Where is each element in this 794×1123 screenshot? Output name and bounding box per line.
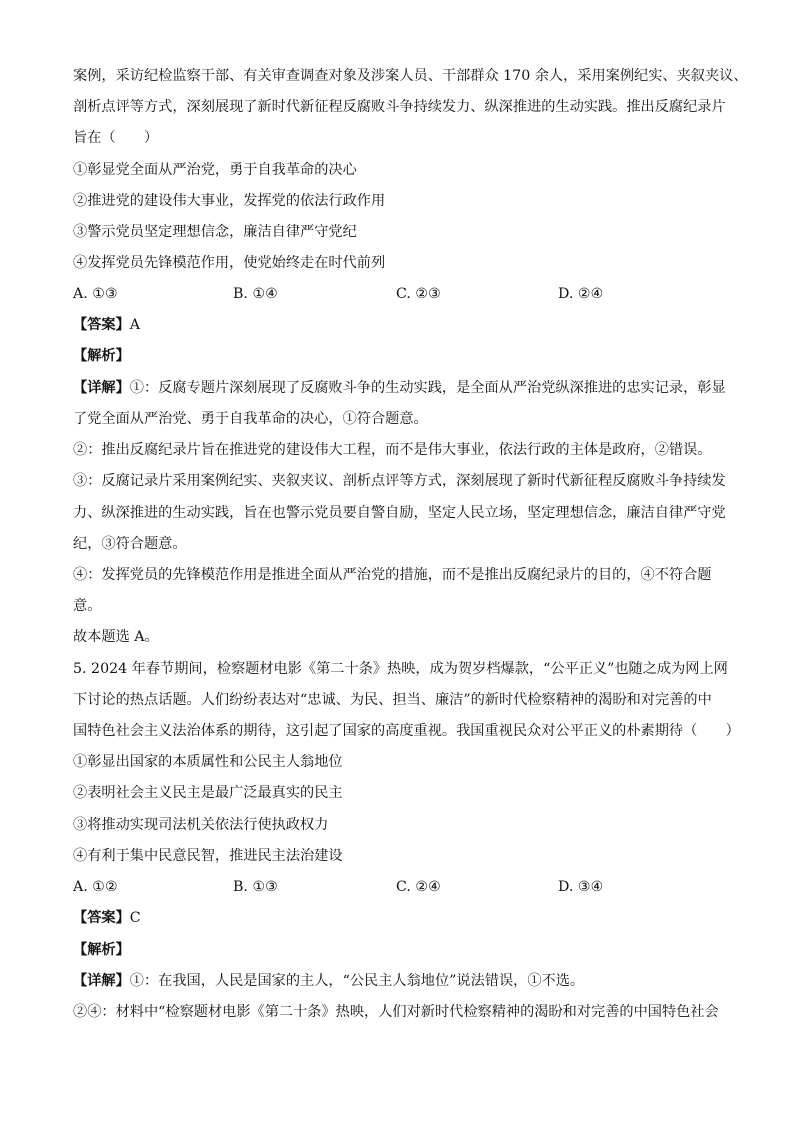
- q5-statement: ①彰显出国家的本质属性和公民主人翁地位: [73, 754, 343, 770]
- q5-stem-line: 国特色社会主义法治体系的期待，这引起了国家的高度重视。我国重视民众对公平正义的朴素期待（ ）: [73, 723, 740, 739]
- q5-option-c: C. ②④: [396, 879, 441, 895]
- q4-analysis-label: [73, 346, 733, 366]
- detail-text: ①：反腐专题片深刻展现了反腐败斗争的生动实践，是全面从严治党纵深推进的忠实记录，彰显: [129, 380, 726, 396]
- q4-statement: ④发挥党员先锋模范作用，使党始终走在时代前列: [73, 255, 386, 271]
- q5-option-d: D. ③④: [558, 879, 604, 895]
- q4-option-b: B. ①④: [233, 286, 278, 302]
- analysis-label: 【解析】: [73, 348, 130, 364]
- q4-options: [73, 284, 733, 304]
- q5-option-b: B. ①③: [233, 879, 278, 895]
- q4-option-d: D. ②④: [558, 286, 604, 302]
- q4-detail-line: [73, 378, 733, 398]
- q5-stem-line: 下讨论的热点话题。人们纷纷表达对“忠诚、为民、担当、廉洁”的新时代检察精神的渴盼和对完善的中: [73, 692, 712, 708]
- q5-answer: [73, 908, 733, 928]
- q4-stem-line: 剖析点评等方式，深刻展现了新时代新征程反腐败斗争持续发力、纵深推进的生动实践。推出反腐纪录片: [73, 99, 726, 115]
- q5-analysis-label: [73, 940, 733, 960]
- detail-label: 【详解】: [73, 380, 130, 396]
- q4-detail-line: 了党全面从严治党、勇于自我革命的决心，①符合题意。: [73, 411, 428, 427]
- answer-label: 【答案】: [73, 317, 130, 333]
- q4-detail-line: 纪，③符合题意。: [73, 536, 187, 552]
- q5-option-a: A. ①②: [73, 879, 118, 895]
- q4-stem-line: 旨在（ ）: [73, 130, 159, 146]
- q4-detail-line: ④：发挥党员的先锋模范作用是推进全面从严治党的措施，而不是推出反腐纪录片的目的，④不符合题: [73, 567, 712, 583]
- q4-detail-line: 意。: [73, 598, 102, 614]
- q5-statement: ③将推动实现司法机关依法行使执政权力: [73, 817, 329, 833]
- q4-stem-line: 案例，采访纪检监察干部、有关审查调查对象及涉案人员、干部群众 170 余人，采用案例纪实、夹叙夹议、: [73, 68, 748, 84]
- answer-label: 【答案】: [73, 910, 130, 926]
- q4-detail-line: ②：推出反腐纪录片旨在推进党的建设伟大工程，而不是伟大事业，依法行政的主体是政府，②错误。: [73, 442, 712, 458]
- q4-detail-line: ③：反腐记录片采用案例纪实、夹叙夹议、剖析点评等方式，深刻展现了新时代新征程反腐败斗争持续发: [73, 473, 726, 489]
- q5-detail-line: ②④：材料中“检察题材电影《第二十条》热映，人们对新时代检察精神的渴盼和对完善的中国特色社会: [73, 1004, 719, 1020]
- q4-conclusion: 故本题选 A。: [73, 629, 159, 645]
- q5-stem-line: 5. 2024 年春节期间，检察题材电影《第二十条》热映，成为贺岁档爆款，“公平正义”也随之成为网上网: [73, 661, 728, 677]
- analysis-label: 【解析】: [73, 942, 130, 958]
- q5-options: [73, 877, 733, 897]
- detail-text: ①：在我国，人民是国家的主人，“公民主人翁地位”说法错误，①不选。: [129, 973, 585, 989]
- q4-option-c: C. ②③: [396, 286, 441, 302]
- q4-option-a: A. ①③: [73, 286, 118, 302]
- answer-value: C: [129, 910, 141, 926]
- q5-statement: ④有利于集中民意民智，推进民主法治建设: [73, 848, 343, 864]
- detail-label: 【详解】: [73, 973, 130, 989]
- q4-statement: ②推进党的建设伟大事业，发挥党的依法行政作用: [73, 193, 386, 209]
- q4-statement: ①彰显党全面从严治党，勇于自我革命的决心: [73, 162, 357, 178]
- q4-answer: [73, 315, 733, 335]
- answer-value: A: [129, 317, 141, 333]
- q4-statement: ③警示党员坚定理想信念，廉洁自律严守党纪: [73, 224, 357, 240]
- q5-statement: ②表明社会主义民主是最广泛最真实的民主: [73, 785, 343, 801]
- q5-detail-line: [73, 971, 733, 991]
- q4-detail-line: 力、纵深推进的生动实践，旨在也警示党员要自警自励，坚定人民立场，坚定理想信念，廉洁自律严守党: [73, 505, 726, 521]
